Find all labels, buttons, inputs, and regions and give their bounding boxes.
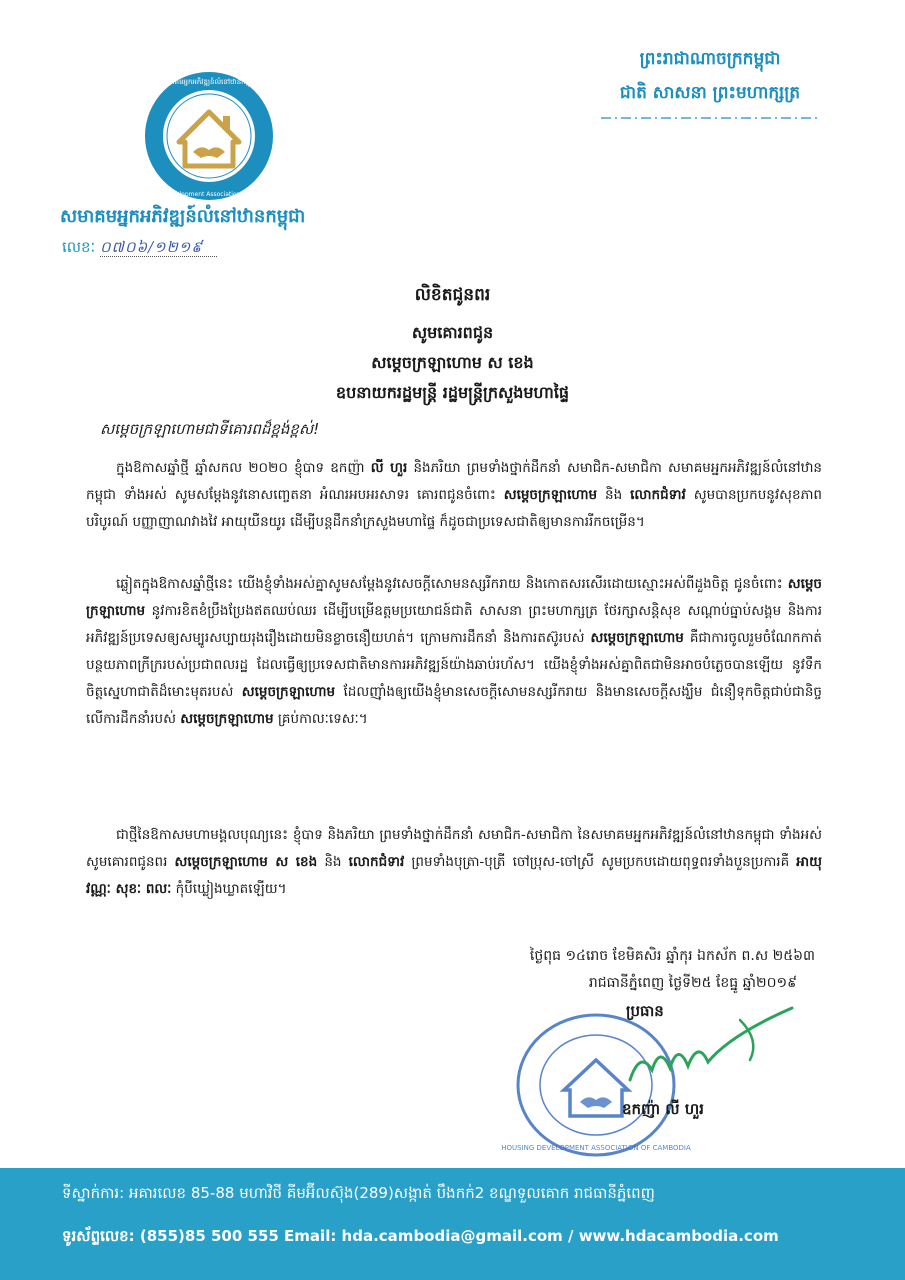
reference-value: ០៧០៦/១២១៩ <box>100 238 217 257</box>
handwritten-signature <box>600 1000 800 1100</box>
organization-name: សមាគមអ្នកអភិវឌ្ឍន៍លំនៅឋានកម្ពុជា <box>60 206 306 227</box>
footer-address: ទីស្នាក់ការ: អគារលេខ 85-88 មហាវិថី គីមអ៊ីលស៊ុង(289)សង្កាត់ បឹងកក់2 ខណ្ឌទួលគោក រាជធានីភ្នំពេញ <box>62 1184 655 1202</box>
lunar-date: ថ្ងៃពុធ ១៤រោច ខែមិគសិរ ឆ្នាំកុរ ឯកស័ក ព.ស ២៥៦៣ <box>529 948 815 964</box>
kingdom-line: ព្រះរាជាណាចក្រកម្ពុជា <box>639 49 781 69</box>
salutation: សម្តេចក្រឡាហោមជាទីគោរពដ៏ខ្ពង់ខ្ពស់! <box>100 420 320 438</box>
logo-arc-text: សមាគមអ្នកអភិវឌ្ឍន៍លំនៅឋានកម្ពុជា <box>161 78 257 86</box>
addressee-position: ឧបនាយករដ្ឋមន្ត្រី រដ្ឋមន្ត្រីក្រសួងមហាផ្ទៃ <box>335 383 570 402</box>
nation-religion-king-line: ជាតិ សាសនា ព្រះមហាក្សត្រ <box>619 83 801 103</box>
organization-logo <box>137 70 281 202</box>
addressee-name: សម្តេចក្រឡាហោម ស ខេង <box>371 353 534 372</box>
paragraph-new-year-wishes: ក្នុងឱកាសឆ្នាំថ្មី ឆ្នាំសកល ២០២០ ខ្ញុំបាទ ឧកញ៉ា លី ហួរ និងភរិយា ព្រមទាំងថ្នាក់ដឹកនាំ សមាជិក-សមាជិកា សមាគមអ្នកអភិវឌ្ឍន៍លំនៅឋានកម្ពុជា ទាំងអស់ សូមសម្តែងនូវនោសញ្ចេតនា អំណរអបអរសាទរ គោរពជូនចំពោះ សម្តេចក្រឡាហោម និង លោកជំទាវ សូមបានប្រកបនូវសុខភាពបរិបូរណ៍ បញ្ញាញាណវាងវៃ អាយុយឺនយូរ ដើម្បីបន្តដឹកនាំក្រសួងមហាផ្ទៃ ក៏ដូចជាប្រទេសជាតិឲ្យមានការរីកចម្រើន។ <box>86 460 822 530</box>
addressee-greeting: សូមគោរពជូន <box>411 323 494 342</box>
solar-date: រាជធានីភ្នំពេញ ថ្ងៃទី២៥ ខែធ្នូ ឆ្នាំ២០១៩ <box>588 975 797 991</box>
signer-name: ឧកញ៉ា លី ហួរ <box>622 1100 704 1118</box>
letter-title: លិខិតជូនពរ <box>414 285 491 305</box>
paragraph-blessings: ជាថ្មីនៃឱកាសមហាមង្គលបុណ្យនេះ ខ្ញុំបាទ និងភរិយា ព្រមទាំងថ្នាក់ដឹកនាំ សមាជិក-សមាជិកា នៃសមាគមអ្នកអភិវឌ្ឍន៍លំនៅឋានកម្ពុជា ទាំងអស់ សូមគោរពជូនពរ សម្តេចក្រឡាហោម ស ខេង និង លោកជំទាវ ព្រមទាំងបុត្រា-បុត្រី ចៅប្រុស-ចៅស្រី សូមប្រកបដោយពុទ្ធពរទាំងបួនប្រការគឺ អាយុ វណ្ណៈ សុខៈ ពលៈ កុំបីឃ្លៀងឃ្លាតឡើយ។ <box>86 827 822 897</box>
kingdom-motto <box>601 42 819 124</box>
logo-english-text: Housing Development Association of Cambodia <box>137 191 281 198</box>
seal-text: HOUSING DEVELOPMENT ASSOCIATION OF CAMBODIA <box>501 1144 691 1152</box>
ornament-divider <box>601 112 819 124</box>
paragraph-appreciation: ឆ្លៀតក្នុងឱកាសឆ្នាំថ្មីនេះ យើងខ្ញុំទាំងអស់គ្នាសូមសម្តែងនូវសេចក្តីសោមនស្សរីករាយ និងកោតសរសើរដោយស្មោះអស់ពីដួងចិត្ត ជូនចំពោះ សម្តេចក្រឡាហោម នូវការខិតខំប្រឹងប្រែងឥតឈប់ឈរ ដើម្បីបម្រើឧត្តមប្រយោជន៍ជាតិ សាសនា ព្រះមហាក្សត្រ ថែរក្សាសន្តិសុខ សណ្តាប់ធ្នាប់សង្គម និងការអភិវឌ្ឍន៍ប្រទេសឲ្យសម្បូរសប្បាយរុងរឿងដោយមិនខ្លាចនឿយហត់។ ក្រោមការដឹកនាំ និងការតស៊ូរបស់ សម្តេចក្រឡាហោម គឺជាការចូលរួមចំណែកកាត់បន្ថយភាពក្រីក្ររបស់ប្រជាពលរដ្ឋ ដែលធ្វើឲ្យប្រទេសជាតិមានការអភិវឌ្ឍន៍យ៉ាងឆាប់រហ័ស។ យើងខ្ញុំទាំងអស់គ្នាពិតជាមិនអាចបំភ្លេចបានឡើយ នូវទឹកចិត្តស្នេហាជាតិដ៏មោះមុតរបស់ សម្តេចក្រឡាហោម ដែលញ៉ាំងឲ្យយើងខ្ញុំមានសេចក្តីសោមនស្សរីករាយ និងមានសេចក្តីសង្ឃឹម ជំនឿទុកចិត្តជាប់ជានិច្ច លើការដឹកនាំរបស់ សម្តេចក្រឡាហោម គ្រប់កាលៈទេសៈ។ <box>86 576 822 727</box>
signer-title: ប្រធាន <box>626 1002 664 1020</box>
reference-number <box>62 238 217 260</box>
footer-contact: ទូរស័ព្ទលេខ: (855)85 500 555 Email: hda.cambodia@gmail.com / www.hdacambodia.com <box>62 1227 779 1245</box>
reference-label: លេខៈ <box>62 238 96 256</box>
